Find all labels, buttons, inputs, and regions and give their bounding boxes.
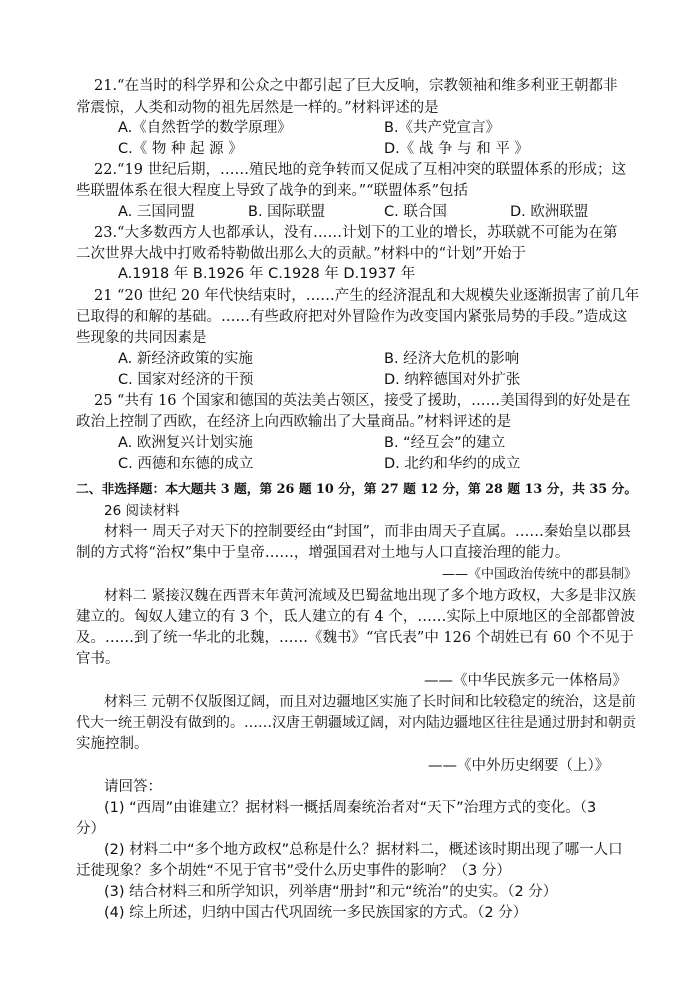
answer-q2-line1: (2) 材料二中“多个地方政权”总称是什么？据材料二，概述该时期出现了哪一人口 xyxy=(104,842,623,858)
material3-line1: 材料三 元朝不仅版图辽阔，而且对边疆地区实施了长时间和比较稳定的统治，这是前 xyxy=(104,694,636,710)
answer-q1-line1: (1) “西周”由谁建立？据材料一概括周秦统治者对“天下”治理方式的变化。（3 xyxy=(104,800,597,816)
q25-option-c: C. 西德和东德的成立 xyxy=(118,456,254,472)
q22-option-b: B. 国际联盟 xyxy=(248,204,326,220)
q22-option-c: C. 联合国 xyxy=(384,204,447,220)
q25-stem-line2: 政治上控制了西欧，在经济上向西欧输出了大量商品。”材料评述的是 xyxy=(76,414,512,430)
q23-stem-line1: 23.“大多数西方人也都承认，没有……计划下的工业的增长，苏联就不可能为在第 xyxy=(94,225,618,241)
material2-line4: 官书。 xyxy=(76,651,120,667)
q21-option-c: C.《 物 种 起 源 》 xyxy=(118,141,243,157)
answer-q2-line2: 迁徙现象？多个胡姓“不见于官书”受什么历史事件的影响？（3 分） xyxy=(76,863,511,879)
q24-option-b: B. 经济大危机的影响 xyxy=(384,351,520,367)
section2-heading: 二、非选择题：本大题共 3 题，第 26 题 10 分，第 27 题 12 分，第 28 题 13 分，共 35 分。 xyxy=(76,482,638,497)
q23-options: A.1918 年 B.1926 年 C.1928 年 D.1937 年 xyxy=(118,266,416,282)
material2-line2: 建立的。匈奴人建立的有 3 个，氐人建立的有 4 个，……实际上中原地区的全部都曾波 xyxy=(76,609,635,625)
answer-q4: (4) 综上所述，归纳中国古代巩固统一多民族国家的方式。（2 分） xyxy=(104,905,528,921)
material3-line2: 代大一统王朝没有做到的。……汉唐王朝疆域辽阔，对内陆边疆地区往往是通过册封和朝贡 xyxy=(76,715,636,731)
q25-option-a: A. 欧洲复兴计划实施 xyxy=(118,435,253,451)
q24-stem-line1: 21 “20 世纪 20 年代快结束时，……产生的经济混乱和大规模失业逐渐损害了前几年 xyxy=(94,288,640,304)
q24-option-a: A. 新经济政策的实施 xyxy=(118,351,253,367)
answer-q3: (3) 结合材料三和所学知识，列举唐“册封”和元“统治”的史实。（2 分） xyxy=(104,884,558,900)
material2-line1: 材料二 紧接汉魏在西晋末年黄河流域及巴蜀盆地出现了多个地方政权，大多是非汉族 xyxy=(104,588,636,604)
q21-stem-line1: 21.“在当时的科学界和公众之中都引起了巨大反响，宗教领袖和维多利亚王朝都非 xyxy=(94,78,618,94)
material2-source: ——《中华民族多元一体格局》 xyxy=(424,673,627,689)
material3-source: ——《中外历史纲要（上）》 xyxy=(428,758,610,774)
material1-line2: 制的方式将“治权”集中于皇帝……，增强国君对土地与人口直接治理的能力。 xyxy=(76,545,570,561)
q22-option-d: D. 欧洲联盟 xyxy=(510,204,589,220)
material3-line3: 实施控制。 xyxy=(76,736,149,752)
q23-stem-line2: 二次世界大战中打败希特勒做出那么大的贡献。”材料中的“计划”开始于 xyxy=(76,246,526,262)
answer-prompt: 请回答： xyxy=(104,779,162,795)
q21-option-a: A.《自然哲学的数学原理》 xyxy=(118,120,292,136)
q21-stem-line2: 常震惊，人类和动物的祖先居然是一样的。”材料评述的是 xyxy=(76,100,439,116)
q22-option-a: A. 三国同盟 xyxy=(118,204,195,220)
material2-line3: 及。……到了统一华北的北魏，……《魏书》“官氏表”中 126 个胡姓已有 60 个不见于 xyxy=(76,630,634,646)
q24-option-d: D. 纳粹德国对外扩张 xyxy=(384,372,521,388)
q22-stem-line2: 些联盟体系在很大程度上导致了战争的到来。”“联盟体系”包括 xyxy=(76,183,468,199)
material1-line1: 材料一 周天子对天下的控制要经由“封国”，而非由周天子直属。……秦始皇以郡县 xyxy=(104,524,631,540)
q26-title: 26 阅读材料 xyxy=(104,503,180,519)
q25-stem-line1: 25 “共有 16 个国家和德国的英法美占领区，接受了援助，……美国得到的好处是在 xyxy=(94,393,631,409)
answer-q1-line2: 分） xyxy=(76,821,105,837)
material1-source: ——《中国政治传统中的郡县制》 xyxy=(442,567,638,582)
q24-option-c: C. 国家对经济的干预 xyxy=(118,372,254,388)
q21-option-b: B.《共产党宣言》 xyxy=(384,120,501,136)
q22-stem-line1: 22.“19 世纪后期，……殖民地的竞争转而又促成了互相冲突的联盟体系的形成；这 xyxy=(94,162,627,178)
q21-option-d: D.《 战 争 与 和 平 》 xyxy=(384,141,529,157)
q24-stem-line2: 已取得的和解的基础。……有些政府把对外冒险作为改变国内紧张局势的手段。”造成这 xyxy=(76,309,628,325)
q25-option-b: B. “经互会”的建立 xyxy=(384,435,506,451)
q24-stem-line3: 些现象的共同因素是 xyxy=(76,330,207,346)
q25-option-d: D. 北约和华约的成立 xyxy=(384,456,521,472)
